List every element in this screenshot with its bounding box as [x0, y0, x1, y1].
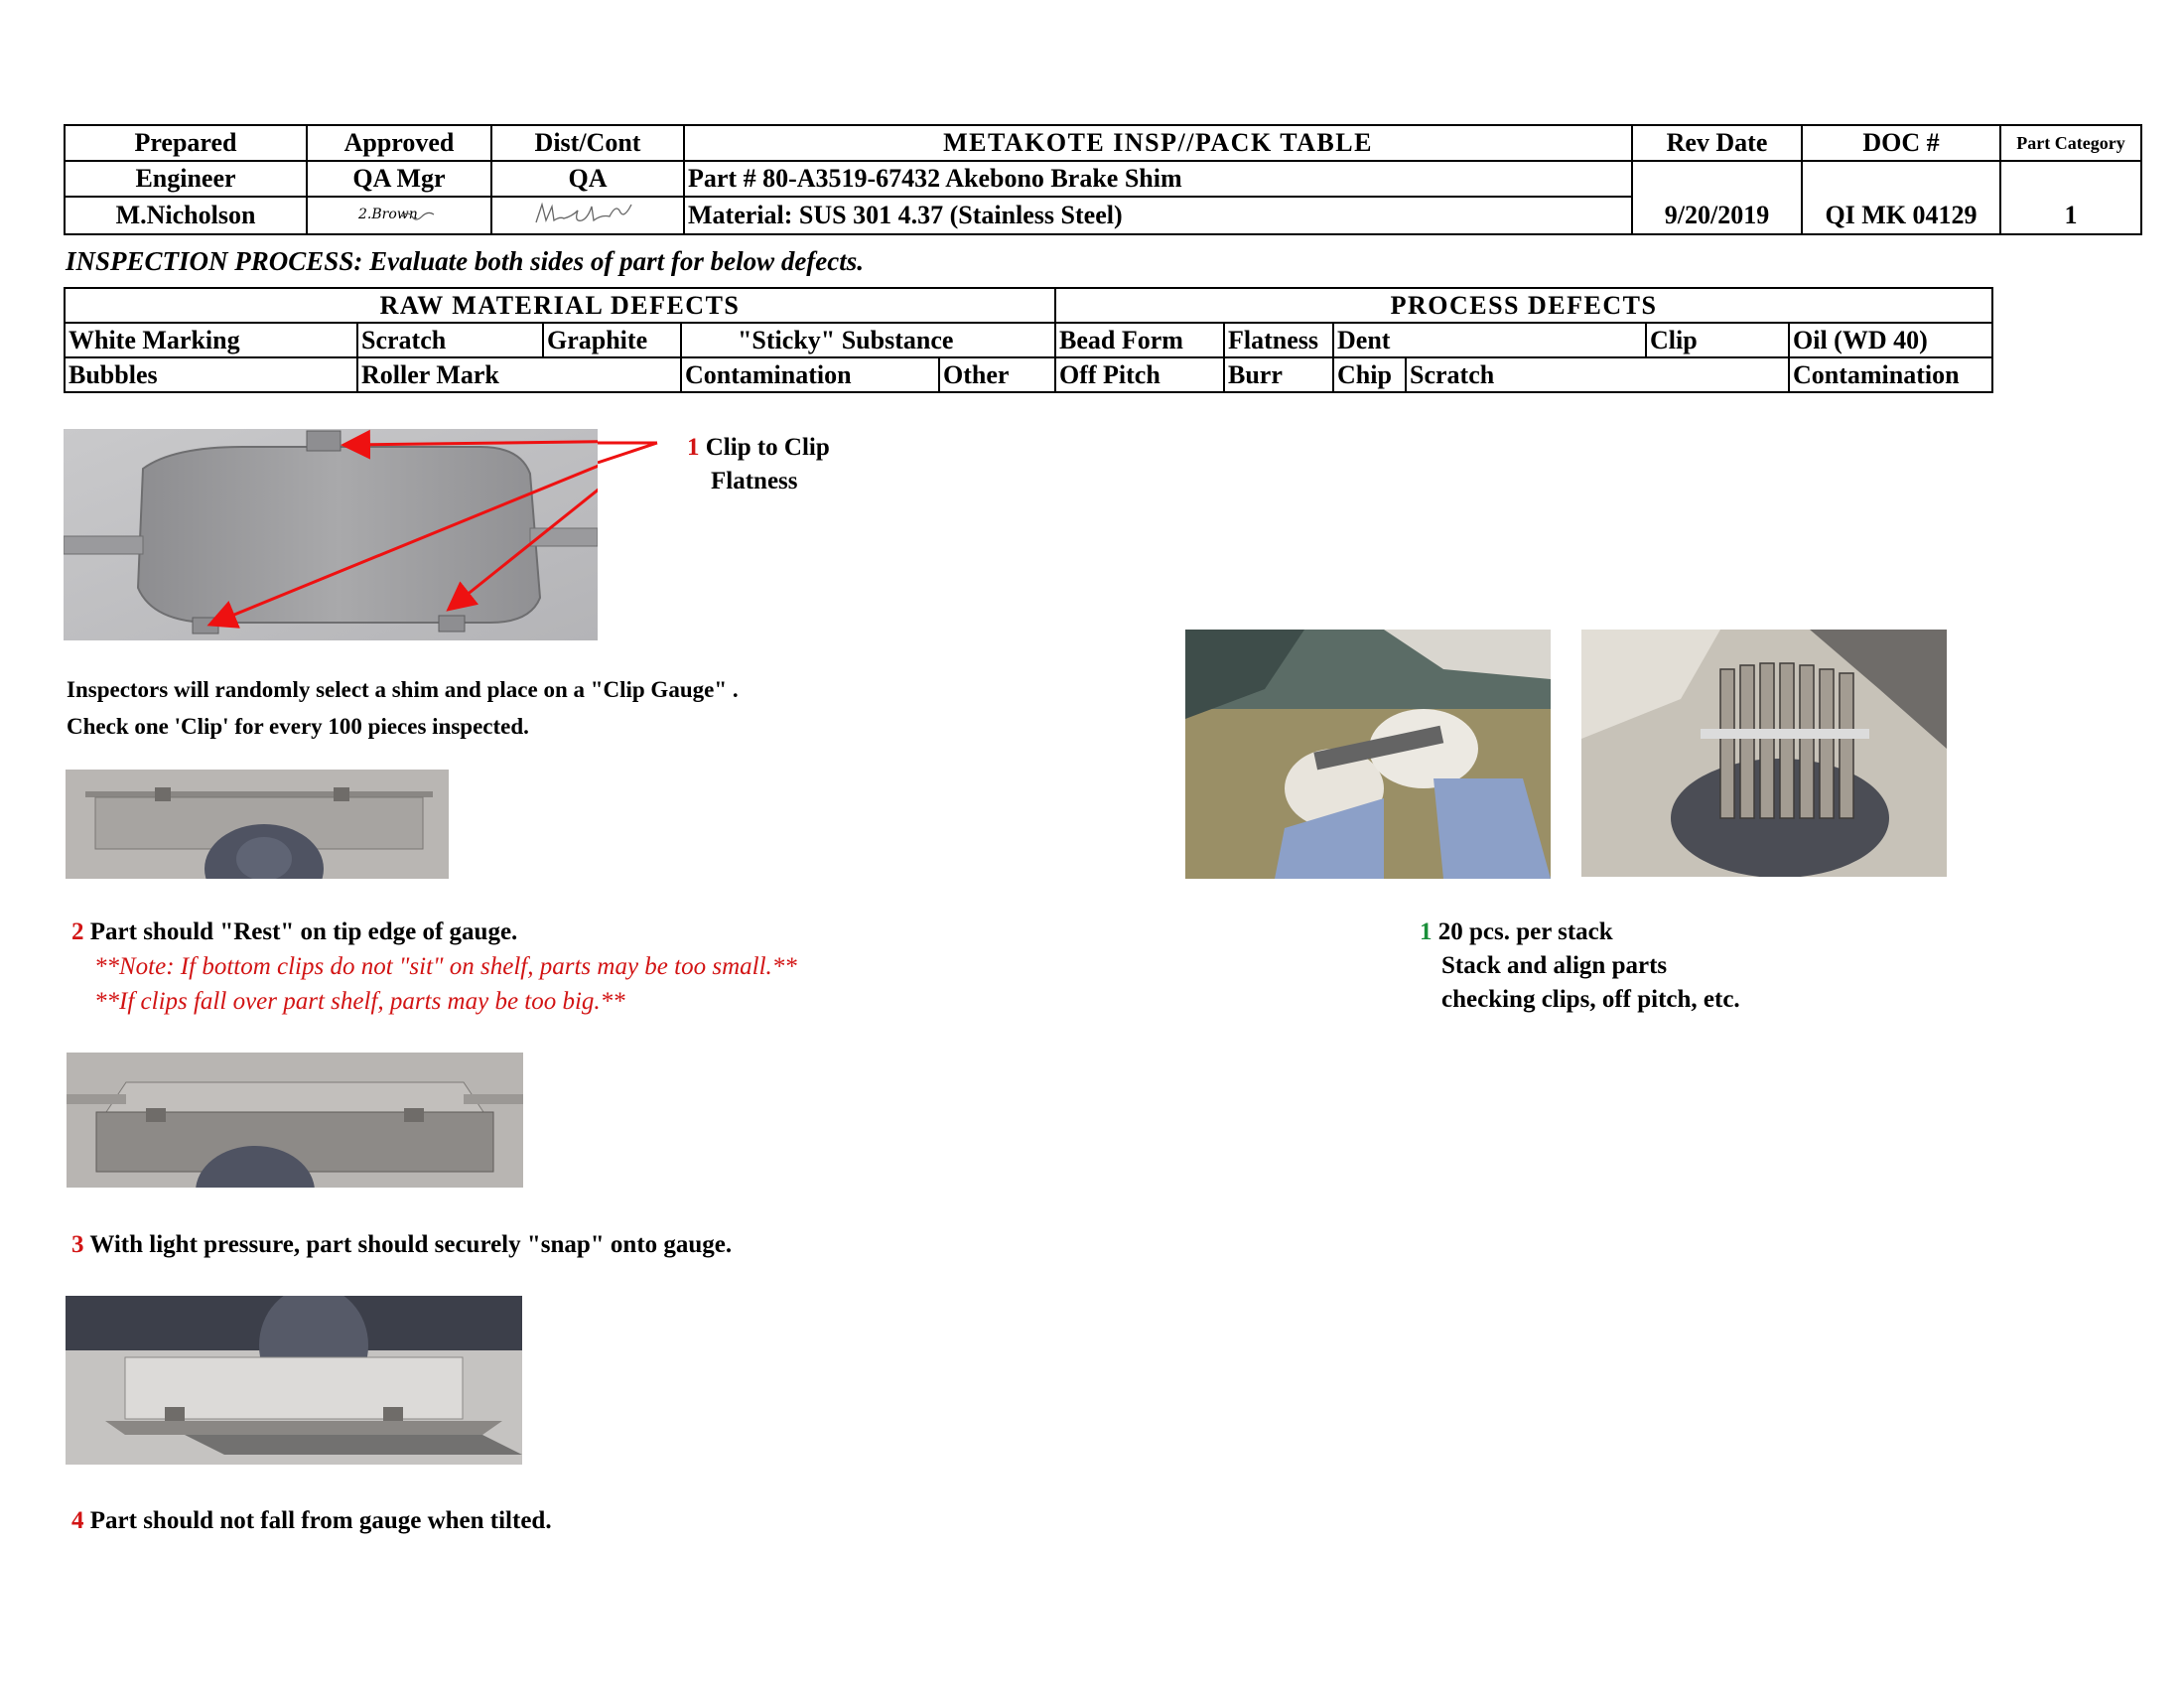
step-3 — [71, 1228, 732, 1262]
category-spacer — [2000, 161, 2141, 197]
defect-graphite: Graphite — [543, 323, 681, 357]
distcont-signature-cell — [491, 197, 684, 234]
step-3-text: With light pressure, part should securely "snap" onto gauge. — [89, 1231, 733, 1258]
part-number: Part # 80-A3519-67432 Akebono Brake Shim — [684, 161, 1632, 197]
shim-photo — [64, 429, 598, 640]
gauge-snap-photo — [67, 1053, 523, 1188]
preparer-name: M.Nicholson — [65, 197, 307, 234]
step-2-note-2: **If clips fall over part shelf, parts may be too big.** — [94, 988, 625, 1015]
doc-label: DOC # — [1802, 125, 2000, 161]
defect-burr: Burr — [1224, 357, 1333, 392]
arrow-connector — [598, 433, 659, 473]
stacking-line-1: 20 pcs. per stack — [1437, 918, 1613, 945]
distcont-signature — [528, 199, 647, 228]
step-4-text: Part should not fall from gauge when tilted. — [89, 1507, 552, 1534]
gauge-line-2: Check one 'Clip' for every 100 pieces inspected. — [67, 714, 529, 739]
defect-dent: Dent — [1333, 323, 1646, 357]
doc-number: QI MK 04129 — [1802, 197, 2000, 234]
defect-bubbles: Bubbles — [65, 357, 357, 392]
defect-white-marking: White Marking — [65, 323, 357, 357]
defect-process-contamination: Contamination — [1789, 357, 1992, 392]
defect-contamination: Contamination — [681, 357, 939, 392]
engineer-label: Engineer — [65, 161, 307, 197]
document-title: METAKOTE INSP//PACK TABLE — [684, 125, 1632, 161]
stacking-line-3: checking clips, off pitch, etc. — [1441, 986, 1740, 1013]
revdate-spacer — [1632, 161, 1802, 197]
inspection-instruction: INSPECTION PROCESS: Evaluate both sides of part for below defects. — [66, 246, 865, 276]
defect-bead-form: Bead Form — [1055, 323, 1224, 357]
gauge-instructions — [67, 671, 739, 745]
raw-defects-heading: RAW MATERIAL DEFECTS — [65, 288, 1055, 323]
gauge-rest-photo — [66, 770, 449, 879]
step-1-line2: Flatness — [711, 468, 798, 494]
qa-label: QA — [491, 161, 684, 197]
step-2 — [71, 915, 517, 949]
step-2-text: Part should "Rest" on tip edge of gauge. — [89, 918, 518, 945]
distcont-label: Dist/Cont — [491, 125, 684, 161]
qa-mgr-label: QA Mgr — [307, 161, 491, 197]
material: Material: SUS 301 4.37 (Stainless Steel) — [684, 197, 1632, 234]
stacking-photo-stack — [1581, 630, 1947, 877]
step-1-line1: Clip to Clip — [705, 434, 830, 461]
defect-roller-mark: Roller Mark — [357, 357, 681, 392]
rev-date: 9/20/2019 — [1632, 197, 1802, 234]
approved-label: Approved — [307, 125, 491, 161]
defects-table — [64, 287, 1993, 393]
revdate-label: Rev Date — [1632, 125, 1802, 161]
defect-other: Other — [939, 357, 1055, 392]
step-4 — [71, 1504, 552, 1538]
part-category: 1 — [2000, 197, 2141, 234]
defect-oil: Oil (WD 40) — [1789, 323, 1992, 357]
step-2-number: 2 — [71, 918, 84, 945]
defect-process-scratch: Scratch — [1406, 357, 1789, 392]
process-defects-heading: PROCESS DEFECTS — [1055, 288, 1992, 323]
stacking-step — [1420, 915, 1740, 1017]
approver-signature-cell — [307, 197, 491, 234]
svg-text:2.Brown: 2.Brown — [358, 206, 418, 222]
prepared-label: Prepared — [65, 125, 307, 161]
stacking-step-number: 1 — [1420, 918, 1433, 945]
defect-chip: Chip — [1333, 357, 1406, 392]
gauge-line-1: Inspectors will randomly select a shim and place on a "Clip Gauge" . — [67, 677, 739, 702]
stacking-photo-hands — [1185, 630, 1551, 879]
step-3-number: 3 — [71, 1231, 84, 1258]
step-2-note-1: **Note: If bottom clips do not "sit" on shelf, parts may be too small.** — [94, 953, 797, 980]
header-table — [64, 124, 2142, 235]
stacking-line-2: Stack and align parts — [1441, 952, 1668, 979]
step-1-number: 1 — [687, 434, 700, 461]
doc-spacer — [1802, 161, 2000, 197]
defect-flatness: Flatness — [1224, 323, 1333, 357]
approver-signature — [354, 203, 444, 224]
defect-off-pitch: Off Pitch — [1055, 357, 1224, 392]
defect-clip: Clip — [1646, 323, 1789, 357]
step-4-number: 4 — [71, 1507, 84, 1534]
step-1 — [687, 431, 830, 498]
defect-sticky-substance: "Sticky" Substance — [681, 323, 1055, 357]
defect-scratch: Scratch — [357, 323, 543, 357]
gauge-tilt-photo — [66, 1296, 522, 1465]
category-label: Part Category — [2000, 125, 2141, 161]
